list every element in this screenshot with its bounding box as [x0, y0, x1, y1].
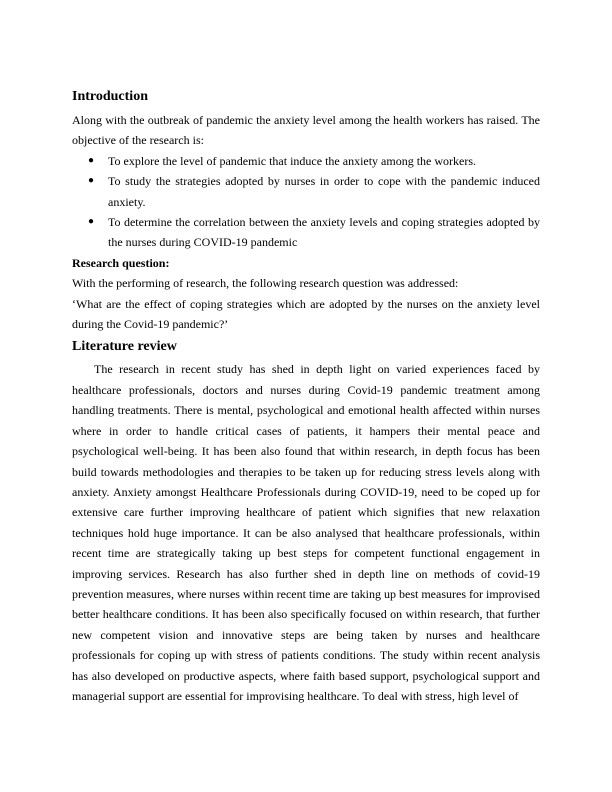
objective-text: To explore the level of pandemic that induce the anxiety among the workers. — [108, 153, 477, 168]
bullet-icon: ● — [88, 216, 95, 228]
bullet-icon: ● — [88, 154, 95, 166]
objective-text: To determine the correlation between the anxiety levels and coping strategies adopted by the nurses during COVID-19 pandemic — [108, 215, 540, 250]
list-item — [72, 212, 540, 253]
objective-text: To study the strategies adopted by nurses in order to cope with the pandemic induced anxiety. — [108, 174, 540, 209]
research-question-text: ‘What are the effect of coping strategies which are adopted by the nurses on the anxiety level during the Covid-19 pandemic?’ — [72, 296, 540, 332]
bullet-icon: ● — [88, 175, 95, 187]
literature-review-paragraph: The research in recent study has shed in depth light on varied experiences faced by healthcare professionals, doctors and nurses during Covid-19 pandemic treatment among handling treatments. There is mental, psychological and emotional health affected within nurses where in order to handle critical cases of patients, it hampers their mental peace and psychological well-being. It has been also found that within research, in depth focus has been build towards methodologies and therapies to be taken up for reducing stress levels along with anxiety. Anxiety amongst Healthcare Professionals during COVID-19, need to be coped up for extensive care further improving healthcare of patient which signifies that new relaxation techniques hold huge importance. It can be also analysed that healthcare professionals, within recent time are strategically taking up best steps for competent functional engagement in improving services. Research has also further shed in depth line on methods of covid-19 prevention measures, where nurses within recent time are taking up best measures for improvised better healthcare conditions. It has been also specifically focused on within research, that further new competent vision and innovative steps are being taken by nurses and healthcare professionals for coping up with stress of patients conditions. The study within recent analysis has also developed on productive aspects, where faith based support, psychological support and managerial support are essential for improvising healthcare. To deal with stress, high level of — [72, 362, 540, 703]
literature-review-heading: Literature review — [72, 339, 177, 355]
list-item — [72, 171, 540, 212]
research-question-intro: With the performing of research, the following research question was addressed: — [72, 276, 459, 291]
introduction-text: Along with the outbreak of pandemic the anxiety level among the health workers has raised. The objective of the research is: — [72, 113, 540, 148]
introduction-heading: Introduction — [72, 89, 148, 104]
list-item — [72, 151, 540, 171]
document-page — [72, 88, 540, 706]
objectives-list — [72, 151, 540, 253]
research-question-heading: Research question: — [72, 255, 170, 270]
